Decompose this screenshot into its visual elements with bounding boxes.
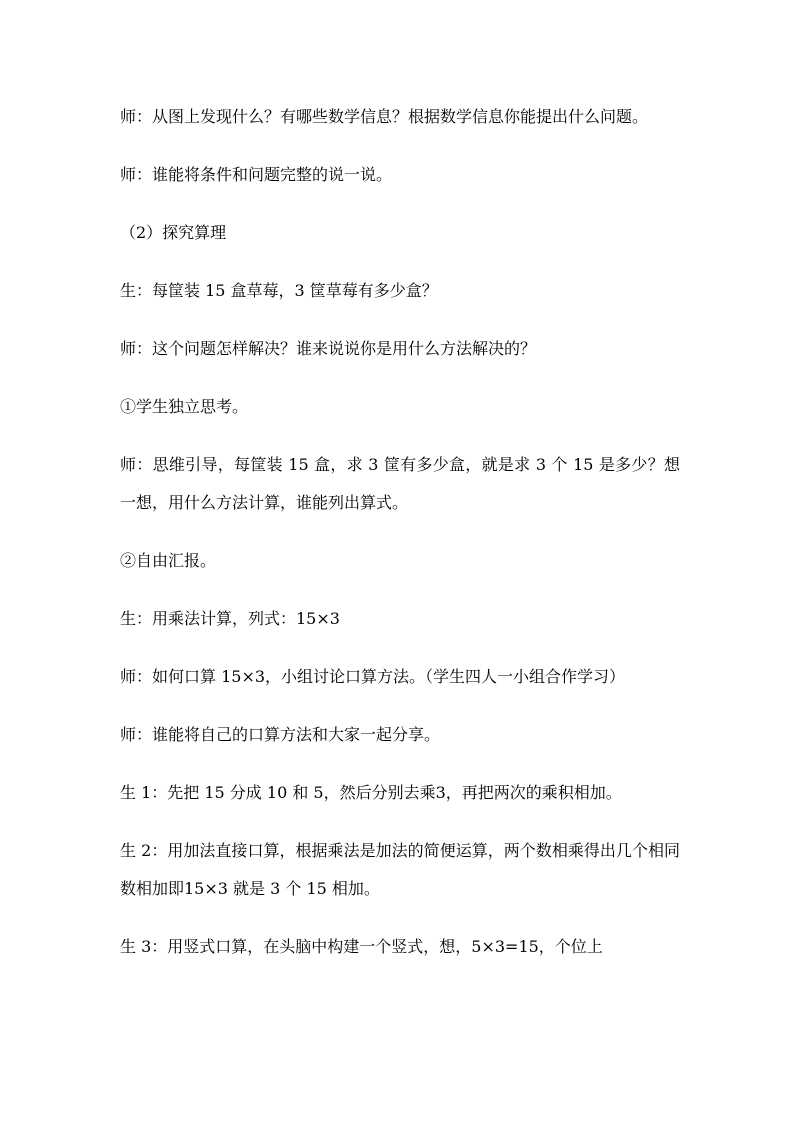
paragraph-teacher-group-discussion: 师：如何口算 15×3，小组讨论口算方法。（学生四人一小组合作学习） [120,667,626,686]
paragraph-teacher-how-solve: 师：这个问题怎样解决？谁来说说你是用什么方法解决的？ [120,339,537,358]
document-body [120,98,680,986]
paragraph-student-3-method: 生 3：用竖式口算，在头脑中构建一个竖式，想，5×3=15，个位上 [120,937,603,956]
paragraph-student-2-method: 生 2：用加法直接口算，根据乘法是加法的简便运算，两个数相乘得出几个相同数相加即15×3 就是 3 个 15 相加。 [120,841,680,898]
paragraph-student-question: 生：每筐装 15 盒草莓，3 筐草莓有多少盒？ [120,281,438,300]
paragraph-student-multiplication: 生：用乘法计算，列式：15×3 [120,609,340,628]
section-heading-explore: （2）探究算理 [120,223,227,242]
paragraph-teacher-share: 师：谁能将自己的口算方法和大家一起分享。 [120,725,441,744]
step-2-free-report: ②自由汇报。 [120,551,217,570]
paragraph-teacher-guidance: 师：思维引导，每筐装 15 盒，求 3 筐有多少盒，就是求 3 个 15 是多少？想一想，用什么方法计算，谁能列出算式。 [120,455,680,512]
paragraph-student-1-method: 生 1：先把 15 分成 10 和 5，然后分别去乘3，再把两次的乘积相加。 [120,783,622,802]
paragraph-teacher-question: 师：从图上发现什么？有哪些数学信息？根据数学信息你能提出什么问题。 [120,107,649,126]
step-1-independent-thinking: ①学生独立思考。 [120,397,249,416]
paragraph-teacher-restate: 师：谁能将条件和问题完整的说一说。 [120,165,393,184]
